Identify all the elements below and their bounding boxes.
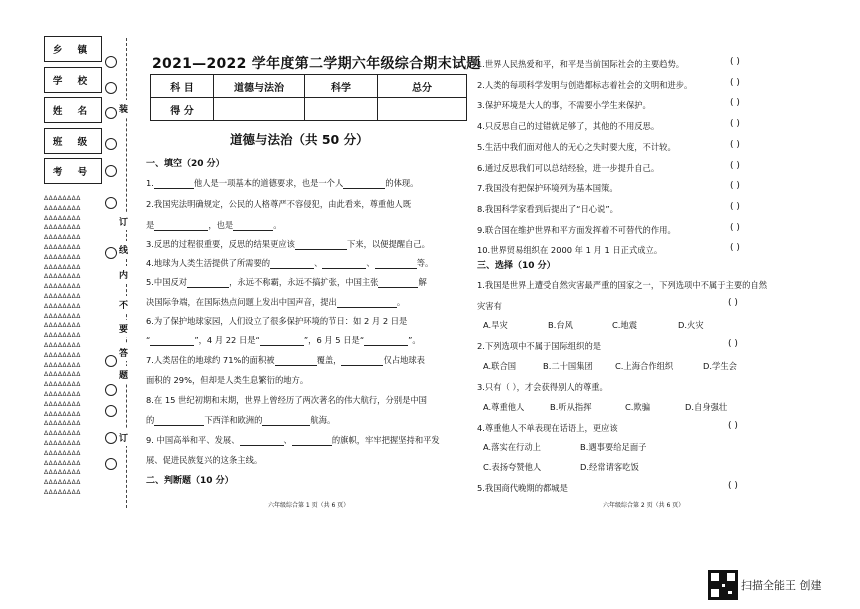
choice-3-option-c[interactable]: C.欺骗 [625, 402, 651, 412]
binding-char: 装 [119, 100, 128, 117]
choice-2-option-b[interactable]: B.二十国集团 [543, 361, 593, 371]
answer-paren[interactable]: ( ) [730, 77, 740, 88]
choice-1-option-c[interactable]: C.地震 [612, 320, 638, 330]
judgment-item: 8.我国科学家看到后提出了“日心说”。 [477, 203, 618, 214]
triangle-row: ΔΔΔΔΔΔΔΔ [44, 459, 81, 467]
question-2-cont: 是 ，也是 。 [146, 220, 282, 230]
binding-char: 订 [119, 429, 128, 446]
triangle-row: ΔΔΔΔΔΔΔΔ [44, 253, 81, 261]
triangle-row: ΔΔΔΔΔΔΔΔ [44, 381, 81, 389]
question-8-cont: 的 下西洋和欧洲的 航海。 [146, 415, 336, 425]
triangle-row: ΔΔΔΔΔΔΔΔ [44, 234, 81, 242]
choice-1: 1.我国是世界上遭受自然灾害最严重的国家之一，下列选项中不属于主要的自然 [477, 280, 768, 290]
choice-2-option-c[interactable]: C.上海合作组织 [615, 361, 674, 371]
judgment-item: 7.我国没有把保护环境列为基本国策。 [477, 183, 618, 194]
binding-char: 不 [119, 296, 128, 313]
question-4: 4.地球为人类生活提供了所需要的 、 、 等。 [146, 258, 434, 268]
triangle-row: ΔΔΔΔΔΔΔΔ [44, 322, 81, 330]
qr-code-icon [708, 570, 738, 600]
triangle-row: ΔΔΔΔΔΔΔΔ [44, 283, 81, 291]
section-heading-judgment: 二、判断题（10 分） [146, 476, 234, 486]
binding-hole [105, 107, 117, 119]
triangle-row: ΔΔΔΔΔΔΔΔ [44, 292, 81, 300]
choice-2-option-d[interactable]: D.学生会 [703, 361, 737, 371]
question-1: 1. 他人是一项基本的道德要求，也是一个人 的体现。 [146, 178, 419, 188]
score-cell[interactable] [305, 98, 378, 121]
score-table-score-label: 得 分 [151, 98, 214, 121]
question-9-cont: 展、促进民族复兴的这条主线。 [146, 455, 263, 465]
judgment-item: 4.只反思自己的过错就足够了，其他的不用反思。 [477, 121, 660, 132]
triangle-row: ΔΔΔΔΔΔΔΔ [44, 361, 81, 369]
choice-2-option-a[interactable]: A.联合国 [483, 361, 517, 371]
score-table-science-col: 科学 [305, 75, 378, 98]
answer-paren[interactable]: ( ) [730, 160, 740, 171]
triangle-row: ΔΔΔΔΔΔΔΔ [44, 214, 81, 222]
binding-hole [105, 197, 117, 209]
exam-title: 2021—2022 学年度第二学期六年级综合期末试题 [152, 56, 481, 72]
binding-hole [105, 138, 117, 150]
binding-char: 线 [119, 241, 128, 258]
binding-hole [105, 56, 117, 68]
judgment-item: 2.人类的每项科学发明与创造都标志着社会的文明和进步。 [477, 79, 693, 90]
question-8: 8.在 15 世纪初期和末期，世界上曾经历了两次著名的伟大航行，分别是中国 [146, 395, 427, 405]
choice-1-option-d[interactable]: D.火灾 [678, 320, 704, 330]
triangle-row: ΔΔΔΔΔΔΔΔ [44, 410, 81, 418]
answer-paren[interactable]: ( ) [728, 421, 738, 431]
triangle-row: ΔΔΔΔΔΔΔΔ [44, 488, 81, 496]
choice-4-option-d[interactable]: D.经常请客吃饭 [580, 462, 639, 472]
binding-hole [105, 355, 117, 367]
judgment-item: 6.通过反思我们可以总结经验，进一步提升自己。 [477, 162, 660, 173]
section-heading-fill-blank: 一、填空（20 分） [146, 159, 225, 169]
triangle-row: ΔΔΔΔΔΔΔΔ [44, 243, 81, 251]
choice-2: 2.下列选项中不属于国际组织的是 [477, 341, 602, 351]
question-5-cont: 决国际争端，在国际热点问题上发出中国声音，提出 。 [146, 297, 406, 307]
answer-paren[interactable]: ( ) [730, 243, 740, 254]
triangle-row: ΔΔΔΔΔΔΔΔ [44, 400, 81, 408]
score-cell[interactable] [214, 98, 305, 121]
triangle-row: ΔΔΔΔΔΔΔΔ [44, 351, 81, 359]
judgment-item: 3.保护环境是大人的事，不需要小学生来保护。 [477, 100, 651, 111]
answer-paren[interactable]: ( ) [730, 222, 740, 233]
choice-1-cont: 灾害有 [477, 301, 502, 311]
choice-4-option-b[interactable]: B.遇事要给足面子 [580, 442, 647, 452]
choice-3-option-a[interactable]: A.尊重他人 [483, 402, 525, 412]
page-footer-2: 六年级综合第 2 页（共 6 页） [603, 502, 685, 509]
triangle-row: ΔΔΔΔΔΔΔΔ [44, 420, 81, 428]
triangle-row: ΔΔΔΔΔΔΔΔ [44, 195, 81, 202]
answer-paren[interactable]: ( ) [728, 339, 738, 349]
triangle-row: ΔΔΔΔΔΔΔΔ [44, 469, 81, 477]
binding-hole [105, 384, 117, 396]
choice-3-option-d[interactable]: D.自身强壮 [685, 402, 728, 412]
choice-4: 4.尊重他人不单表现在话语上，更应该 [477, 423, 618, 433]
score-cell[interactable] [378, 98, 467, 121]
question-6-cont: “ ”，4 月 22 日是“ ”，6 月 5 日是“ ”。 [146, 335, 421, 345]
judgment-item: 10.世界贸易组织在 2000 年 1 月 1 日正式成立。 [477, 245, 663, 256]
question-7: 7.人类居住的地球约 71%的面积被 覆盖， 仅占地球表 [146, 355, 425, 365]
triangle-row: ΔΔΔΔΔΔΔΔ [44, 224, 81, 232]
choice-1-option-b[interactable]: B.台风 [548, 320, 573, 330]
scanner-watermark: 扫描全能王 创建 [741, 579, 822, 592]
triangle-row: ΔΔΔΔΔΔΔΔ [44, 204, 81, 212]
score-table [150, 74, 467, 121]
answer-paren[interactable]: ( ) [730, 181, 740, 192]
binding-char: 答 [119, 344, 128, 361]
info-township-box: 乡 镇 [44, 36, 102, 62]
section-subtitle: 道德与法治（共 50 分） [230, 132, 369, 147]
question-7-cont: 面积的 29%，但却是人类生息繁衍的地方。 [146, 375, 309, 385]
triangle-row: ΔΔΔΔΔΔΔΔ [44, 312, 81, 320]
answer-paren[interactable]: ( ) [730, 57, 740, 67]
triangle-row: ΔΔΔΔΔΔΔΔ [44, 479, 81, 487]
question-2: 2.我国宪法明确规定，公民的人格尊严不容侵犯，由此看来，尊重他人既 [146, 199, 412, 209]
binding-hole [105, 247, 117, 259]
choice-4-option-a[interactable]: A.落实在行动上 [483, 442, 541, 452]
triangle-row: ΔΔΔΔΔΔΔΔ [44, 430, 81, 438]
triangle-row: ΔΔΔΔΔΔΔΔ [44, 302, 81, 310]
choice-4-option-c[interactable]: C.表扬夸赞他人 [483, 462, 542, 472]
triangle-row: ΔΔΔΔΔΔΔΔ [44, 273, 81, 281]
question-5: 5.中国反对 ，永远不称霸，永远不搞扩张，中国主张 解 [146, 277, 427, 287]
binding-hole [105, 405, 117, 417]
binding-hole [105, 458, 117, 470]
binding-char: 订 [119, 213, 128, 230]
triangle-row: ΔΔΔΔΔΔΔΔ [44, 263, 81, 271]
section-heading-choice: 三、选择（10 分） [477, 261, 556, 271]
binding-char: 内 [119, 266, 128, 283]
answer-paren[interactable]: ( ) [730, 139, 740, 150]
judgment-item: 5.生活中我们面对他人的无心之失时要大度，不计较。 [477, 141, 676, 152]
triangle-row: ΔΔΔΔΔΔΔΔ [44, 341, 81, 349]
triangle-row: ΔΔΔΔΔΔΔΔ [44, 371, 81, 379]
score-table-subject-label: 科 目 [151, 75, 214, 98]
binding-char: 要 [119, 320, 128, 337]
binding-char: 题 [119, 366, 128, 383]
choice-3: 3.只有（ ），才会获得别人的尊重。 [477, 382, 608, 392]
triangle-row: ΔΔΔΔΔΔΔΔ [44, 332, 81, 340]
page-footer-1: 六年级综合第 1 页（共 6 页） [268, 502, 350, 509]
binding-hole [105, 432, 117, 444]
choice-5: 5.我国商代晚期的都城是 [477, 483, 568, 493]
triangle-row: ΔΔΔΔΔΔΔΔ [44, 449, 81, 457]
choice-3-option-b[interactable]: B.听从指挥 [550, 402, 592, 412]
answer-paren[interactable]: ( ) [730, 119, 740, 130]
triangle-row: ΔΔΔΔΔΔΔΔ [44, 390, 81, 398]
answer-paren[interactable]: ( ) [730, 201, 740, 212]
info-name-box: 姓 名 [44, 97, 102, 123]
choice-1-option-a[interactable]: A.旱灾 [483, 320, 508, 330]
binding-hole [105, 165, 117, 177]
binding-hole [105, 82, 117, 94]
score-table-moral-col: 道德与法治 [214, 75, 305, 98]
answer-paren[interactable]: ( ) [728, 298, 738, 308]
score-table-total-col: 总分 [378, 75, 467, 98]
info-examno-box: 考 号 [44, 158, 102, 184]
question-6: 6.为了保护地球家园，人们设立了很多保护环境的节日：如 2 月 2 日是 [146, 316, 408, 326]
answer-paren[interactable]: ( ) [728, 481, 738, 491]
info-class-box: 班 级 [44, 128, 102, 154]
triangle-row: ΔΔΔΔΔΔΔΔ [44, 439, 81, 447]
question-9: 9. 中国高举和平、发展、 、 的旗帜，牢牢把握坚持和平发 [146, 435, 440, 445]
triangle-pattern [44, 194, 102, 498]
judgment-item: 9.联合国在维护世界和平方面发挥着不可替代的作用。 [477, 224, 676, 235]
judgment-item: 1.世界人民热爱和平，和平是当前国际社会的主要趋势。 [477, 59, 685, 69]
answer-paren[interactable]: ( ) [730, 98, 740, 109]
question-3: 3.反思的过程很重要，反思的结果更应该 下来，以便提醒自己。 [146, 239, 430, 249]
info-school-box: 学 校 [44, 67, 102, 93]
